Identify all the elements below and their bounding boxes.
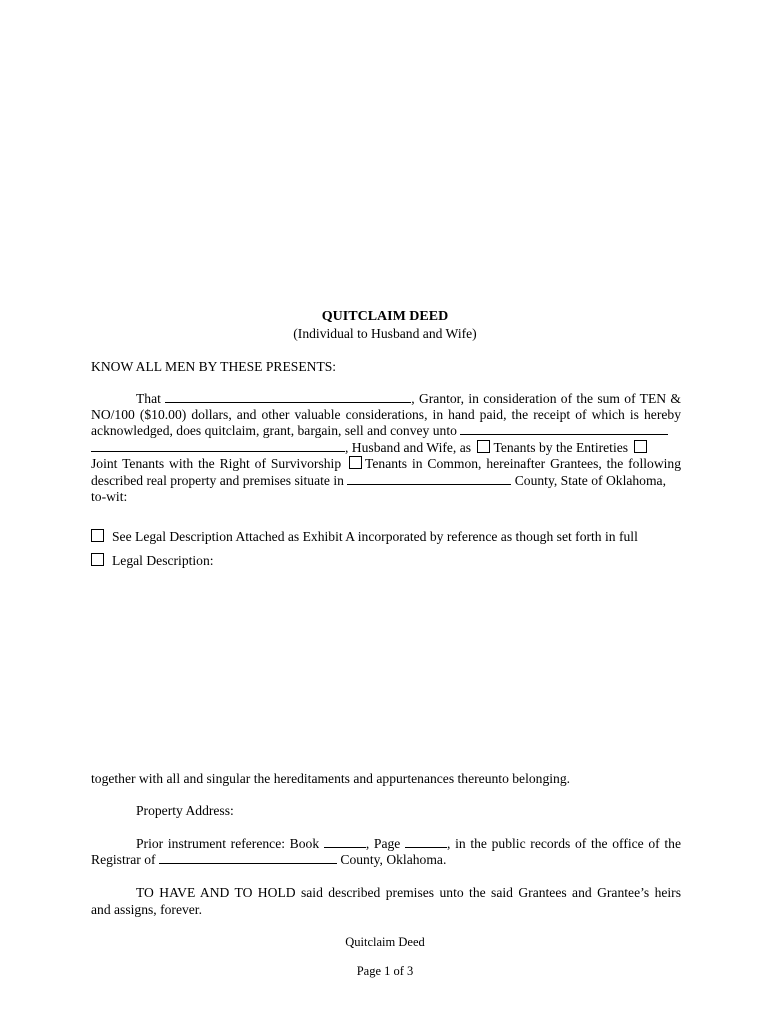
entireties-checkbox[interactable] <box>477 440 490 453</box>
habendum-line2: and assigns, forever. <box>91 902 202 917</box>
footer-page-number: Page 1 of 3 <box>356 964 414 978</box>
exhibit-option <box>91 528 681 545</box>
property-address-line <box>91 802 681 819</box>
property-address-label: Property Address: <box>136 803 234 818</box>
footer-doc-name: Quitclaim Deed <box>345 935 425 949</box>
document-subtitle: (Individual to Husband and Wife) <box>293 326 477 341</box>
para1-line3 <box>91 422 681 439</box>
para1-line7: to-wit: <box>91 489 128 504</box>
para1-line4 <box>91 439 681 456</box>
common-label: Tenants in Common, hereinafter Grantees, the following <box>365 456 682 471</box>
para1-line5 <box>91 455 681 472</box>
grantee-name-field-1[interactable] <box>460 422 668 435</box>
grantee-name-field-2[interactable] <box>91 439 345 452</box>
legal-description-checkbox[interactable] <box>91 553 104 566</box>
joint-tenants-checkbox[interactable] <box>634 440 647 453</box>
grantor-text: , Grantor, in consideration of the sum of TEN & <box>411 391 681 406</box>
page-field[interactable] <box>405 835 447 848</box>
para1-line6 <box>91 472 681 489</box>
habendum-text: TO HAVE AND TO HOLD said described premises unto the said Grantees and Grantee’s heirs <box>136 885 681 900</box>
registrar-county-text: County, Oklahoma. <box>340 852 447 867</box>
para1-line2: NO/100 ($10.00) dollars, and other valuable considerations, in hand paid, the receipt of which is hereby <box>91 407 681 422</box>
exhibit-checkbox[interactable] <box>91 529 104 542</box>
entireties-label: Tenants by the Entireties <box>493 440 629 455</box>
legal-description-label: Legal Description: <box>112 553 214 568</box>
prior-book-text: Prior instrument reference: Book <box>136 836 320 851</box>
book-field[interactable] <box>324 835 366 848</box>
county-field[interactable] <box>347 472 511 485</box>
prior-page-text: , Page <box>365 836 401 851</box>
grantor-name-field[interactable] <box>165 390 411 403</box>
para1-line1 <box>91 390 681 407</box>
registrar-text: Registrar of <box>91 852 156 867</box>
husband-wife-text: , Husband and Wife, as <box>345 440 472 455</box>
together-text: together with all and singular the hereditaments and appurtenances thereunto belonging. <box>91 771 571 786</box>
prior-line2 <box>91 851 681 868</box>
prior-line1 <box>91 835 681 852</box>
intro-heading: KNOW ALL MEN BY THESE PRESENTS: <box>91 359 337 374</box>
habendum-line1 <box>91 884 681 901</box>
registrar-county-field[interactable] <box>159 851 337 864</box>
that-text: That <box>136 391 161 406</box>
prior-records-text: , in the public records of the office of the <box>447 836 681 851</box>
situate-text: described real property and premises situate in <box>91 473 344 488</box>
common-checkbox[interactable] <box>349 456 362 469</box>
document-title: QUITCLAIM DEED <box>321 309 449 324</box>
county-state-text: County, State of Oklahoma, <box>514 473 666 488</box>
exhibit-label: See Legal Description Attached as Exhibit A incorporated by reference as though set forth in full <box>112 529 638 544</box>
joint-tenants-label: Joint Tenants with the Right of Survivorship <box>91 456 342 471</box>
convey-text: acknowledged, does quitclaim, grant, bargain, sell and convey unto <box>91 423 457 438</box>
legal-option <box>91 552 681 569</box>
